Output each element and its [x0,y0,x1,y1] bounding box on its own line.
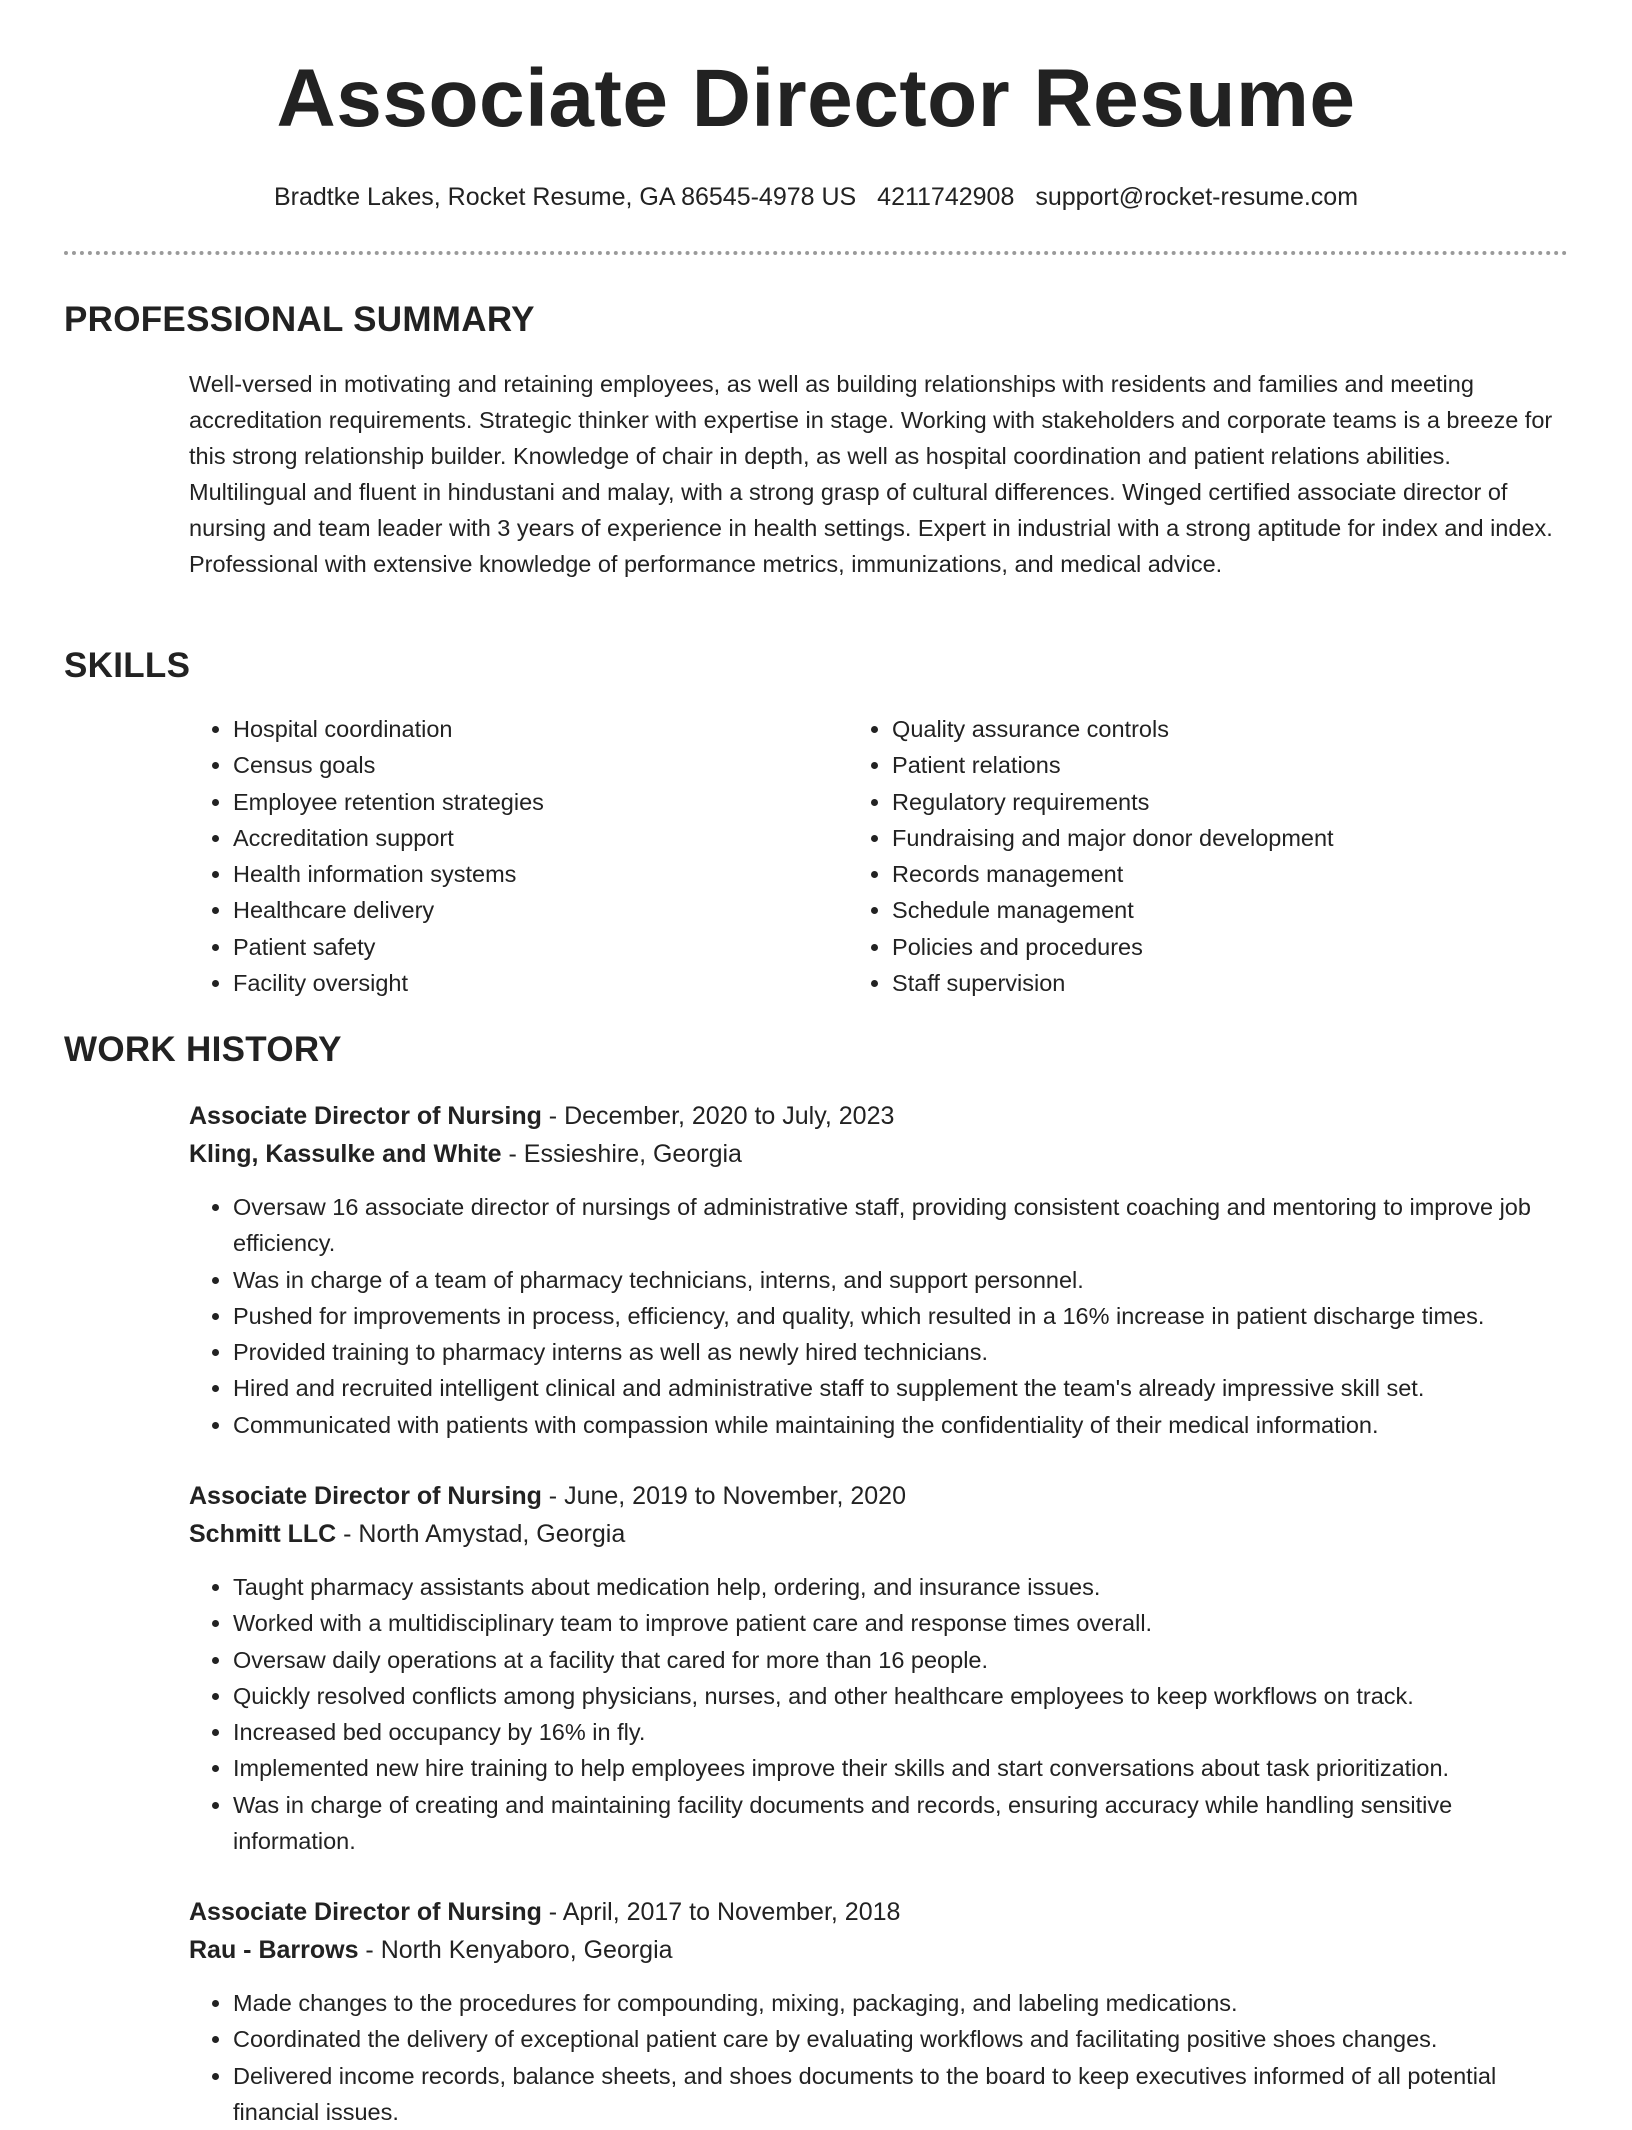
job-company: Kling, Kassulke and White [189,1140,502,1168]
skill-item: • Health information systems [233,856,848,892]
job-dates: - December, 2020 to July, 2023 [541,1102,895,1130]
job-location: - Essieshire, Georgia [501,1140,742,1168]
job-bullet: • Quickly resolved conflicts among physicians, nurses, and other healthcare employees to keep workflows on track. [233,1678,1579,1714]
job-bullet: • Delivered income records, balance sheets, and shoes documents to the board to keep executives informed of all potential financial issues. [233,2058,1579,2130]
summary-text: Well-versed in motivating and retaining employees, as well as building relationships with residents and families and meeting accreditation requirements. Strategic thinker with expertise in stage. Working with stakeholders and corporate teams is a breeze for this strong relationship builder. Knowledge of chair in depth, as well as hospital coordination and patient relations abilities. Multilingual and fluent in hindustani and malay, with a strong grasp of cultural differences. Winged certified associate director of nursing and team leader with 3 years of experience in health settings. Expert in industrial with a strong aptitude for index and index. Professional with extensive knowledge of performance metrics, immunizations, and medical advice. [189,371,1553,577]
skill-item: • Accreditation support [233,820,848,856]
skill-item: • Regulatory requirements [892,784,1569,820]
skill-item: • Patient safety [233,929,848,965]
skill-item: • Staff supervision [892,965,1569,1001]
job-title-line [189,1097,1579,1135]
job-bullet: • Communicated with patients with compassion while maintaining the confidentiality of their medical information. [233,1407,1579,1443]
job-entry [189,1477,1579,1859]
skill-item: • Healthcare delivery [233,892,848,928]
section-heading-summary: PROFESSIONAL SUMMARY [64,300,535,339]
job-bullet: • Oversaw 16 associate director of nursings of administrative staff, providing consistent coaching and mentoring to improve job efficiency. [233,1189,1579,1262]
skills-column-right [848,711,1569,1001]
job-location: - North Kenyaboro, Georgia [358,1936,673,1964]
header-divider [64,251,1568,255]
job-location: - North Amystad, Georgia [336,1520,626,1548]
job-dates: - April, 2017 to November, 2018 [541,1898,901,1926]
job-bullet: • Hired and recruited intelligent clinical and administrative staff to supplement the team's already impressive skill set. [233,1370,1579,1406]
skills-column-left [189,711,848,1001]
job-entry [189,1097,1579,1443]
skill-item: • Quality assurance controls [892,711,1569,747]
job-entry [189,1893,1579,2130]
job-bullets [189,1189,1579,1443]
contact-address: Bradtke Lakes, Rocket Resume, GA 86545-4978 US [273,183,857,211]
skill-item: • Patient relations [892,747,1569,783]
job-bullet: • Oversaw daily operations at a facility that cared for more than 16 people. [233,1642,1579,1678]
job-company-line [189,1515,1579,1553]
section-heading-work-history: WORK HISTORY [64,1030,342,1069]
skill-item: • Employee retention strategies [233,784,848,820]
contact-line [0,183,1632,212]
job-bullet: • Worked with a multidisciplinary team to improve patient care and response times overall. [233,1605,1579,1641]
job-bullet: • Taught pharmacy assistants about medication help, ordering, and insurance issues. [233,1569,1579,1605]
section-heading-skills: SKILLS [64,646,191,685]
job-dates: - June, 2019 to November, 2020 [541,1482,906,1510]
skill-item: • Facility oversight [233,965,848,1001]
skills-list [189,711,1569,1001]
job-company: Rau - Barrows [189,1936,359,1964]
contact-email: support@rocket-resume.com [1035,183,1359,211]
job-bullet: • Was in charge of creating and maintaining facility documents and records, ensuring accuracy while handling sensitive information. [233,1787,1579,1860]
skill-item: • Policies and procedures [892,929,1569,965]
job-title: Associate Director of Nursing [189,1102,542,1130]
job-bullets [189,1569,1579,1859]
job-bullet: • Coordinated the delivery of exceptional patient care by evaluating workflows and facilitating positive shoes changes. [233,2021,1579,2057]
job-company-line [189,1931,1579,1969]
job-bullet: • Provided training to pharmacy interns as well as newly hired technicians. [233,1334,1579,1370]
job-title-line [189,1893,1579,1931]
skill-item: • Census goals [233,747,848,783]
job-title: Associate Director of Nursing [189,1482,542,1510]
job-bullet: • Pushed for improvements in process, efficiency, and quality, which resulted in a 16% increase in patient discharge times. [233,1298,1579,1334]
job-title-line [189,1477,1579,1515]
job-company: Schmitt LLC [189,1520,337,1548]
job-bullet: • Was in charge of a team of pharmacy technicians, interns, and support personnel. [233,1262,1579,1298]
contact-phone: 4211742908 [877,183,1015,211]
job-company-line [189,1135,1579,1173]
job-bullets [189,1985,1579,2130]
job-bullet: • Made changes to the procedures for compounding, mixing, packaging, and labeling medications. [233,1985,1579,2021]
skill-item: • Fundraising and major donor development [892,820,1569,856]
skill-item: • Schedule management [892,892,1569,928]
job-title: Associate Director of Nursing [189,1898,542,1926]
skill-item: • Hospital coordination [233,711,848,747]
page-title: Associate Director Resume [276,53,1356,144]
skill-item: • Records management [892,856,1569,892]
job-bullet: • Increased bed occupancy by 16% in fly. [233,1714,1579,1750]
job-bullet: • Implemented new hire training to help employees improve their skills and start conversations about task prioritization. [233,1750,1579,1786]
